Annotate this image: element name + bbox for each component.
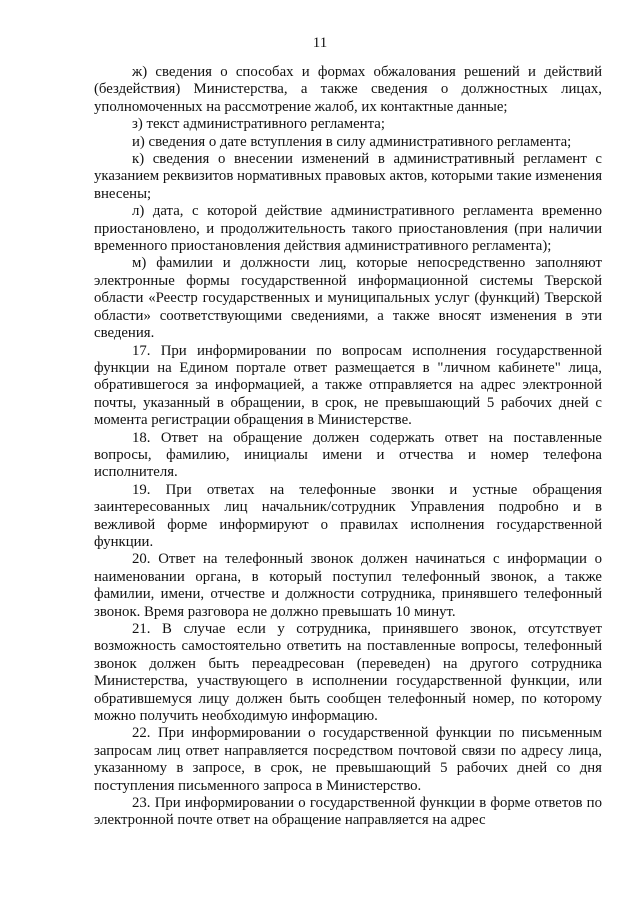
paragraph-21: 21. В случае если у сотрудника, принявшего звонок, отсутствует возможность самостоятельно ответить на поставленные вопросы, телефонный звонок должен быть переадресован (переведен) на другого сотрудника Министерства, участвующего в исполнении государственной функции, или обратившемуся лицу должен быть сообщен телефонный номер, по которому можно получить необходимую информацию. (94, 621, 602, 725)
paragraph-i: и) сведения о дате вступления в силу административного регламента; (132, 133, 572, 150)
paragraph-zh: ж) сведения о способах и формах обжалования решений и действий (бездействия) Министерства, а также сведения о должностных лицах, уполномоченных на рассмотрение жалоб, их контактные данные; (94, 64, 602, 115)
page-number: 11 (312, 35, 328, 51)
paragraph-20: 20. Ответ на телефонный звонок должен начинаться с информации о наименовании органа, в который поступил телефонный звонок, а также фамилии, имени, отчестве и должности сотрудника, принявшего телефонный звонок. Время разговора не должно превышать 10 минут. (94, 551, 602, 620)
paragraph-m: м) фамилии и должности лиц, которые непосредственно заполняют электронные формы государственной информационной системы Тверской области «Реестр государственных и муниципальных услуг (функций) Тверской области» соответствующими сведениями, а также вносят изменения в эти сведения. (94, 255, 602, 342)
paragraph-z: з) текст административного регламента; (132, 116, 385, 133)
paragraph-l: л) дата, с которой действие административного регламента временно приостановлено, и продолжительность такого приостановления (при наличии временного приостановления действия административного регламента); (94, 203, 602, 255)
document-body (94, 64, 602, 830)
paragraph-19: 19. При ответах на телефонные звонки и устные обращения заинтересованных лиц начальник/сотрудник Управления подробно и в вежливой форме информируют о правилах исполнения государственной функции. (94, 481, 602, 550)
paragraph-23: 23. При информировании о государственной функции в форме ответов по электронной почте ответ на обращение направляется на адрес (94, 795, 602, 829)
paragraph-17: 17. При информировании по вопросам исполнения государственной функции на Едином портале ответ размещается в "личном кабинете" лица, обратившегося за информацией, а также отправляется на адрес электронной почты, указанный в обращении, в срок, не превышающий 5 рабочих дней с момента регистрации обращения в Министерстве. (94, 342, 602, 429)
paragraph-18: 18. Ответ на обращение должен содержать ответ на поставленные вопросы, фамилию, инициалы имени и отчества и номер телефона исполнителя. (94, 429, 602, 481)
paragraph-22: 22. При информировании о государственной функции по письменным запросам лиц ответ направляется посредством почтовой связи по адресу лица, указанному в запросе, в срок, не превышающий 5 рабочих дней со дня поступления письменного запроса в Министерство. (94, 725, 602, 794)
paragraph-k: к) сведения о внесении изменений в административный регламент с указанием реквизитов нормативных правовых актов, которыми такие изменения внесены; (94, 151, 602, 202)
